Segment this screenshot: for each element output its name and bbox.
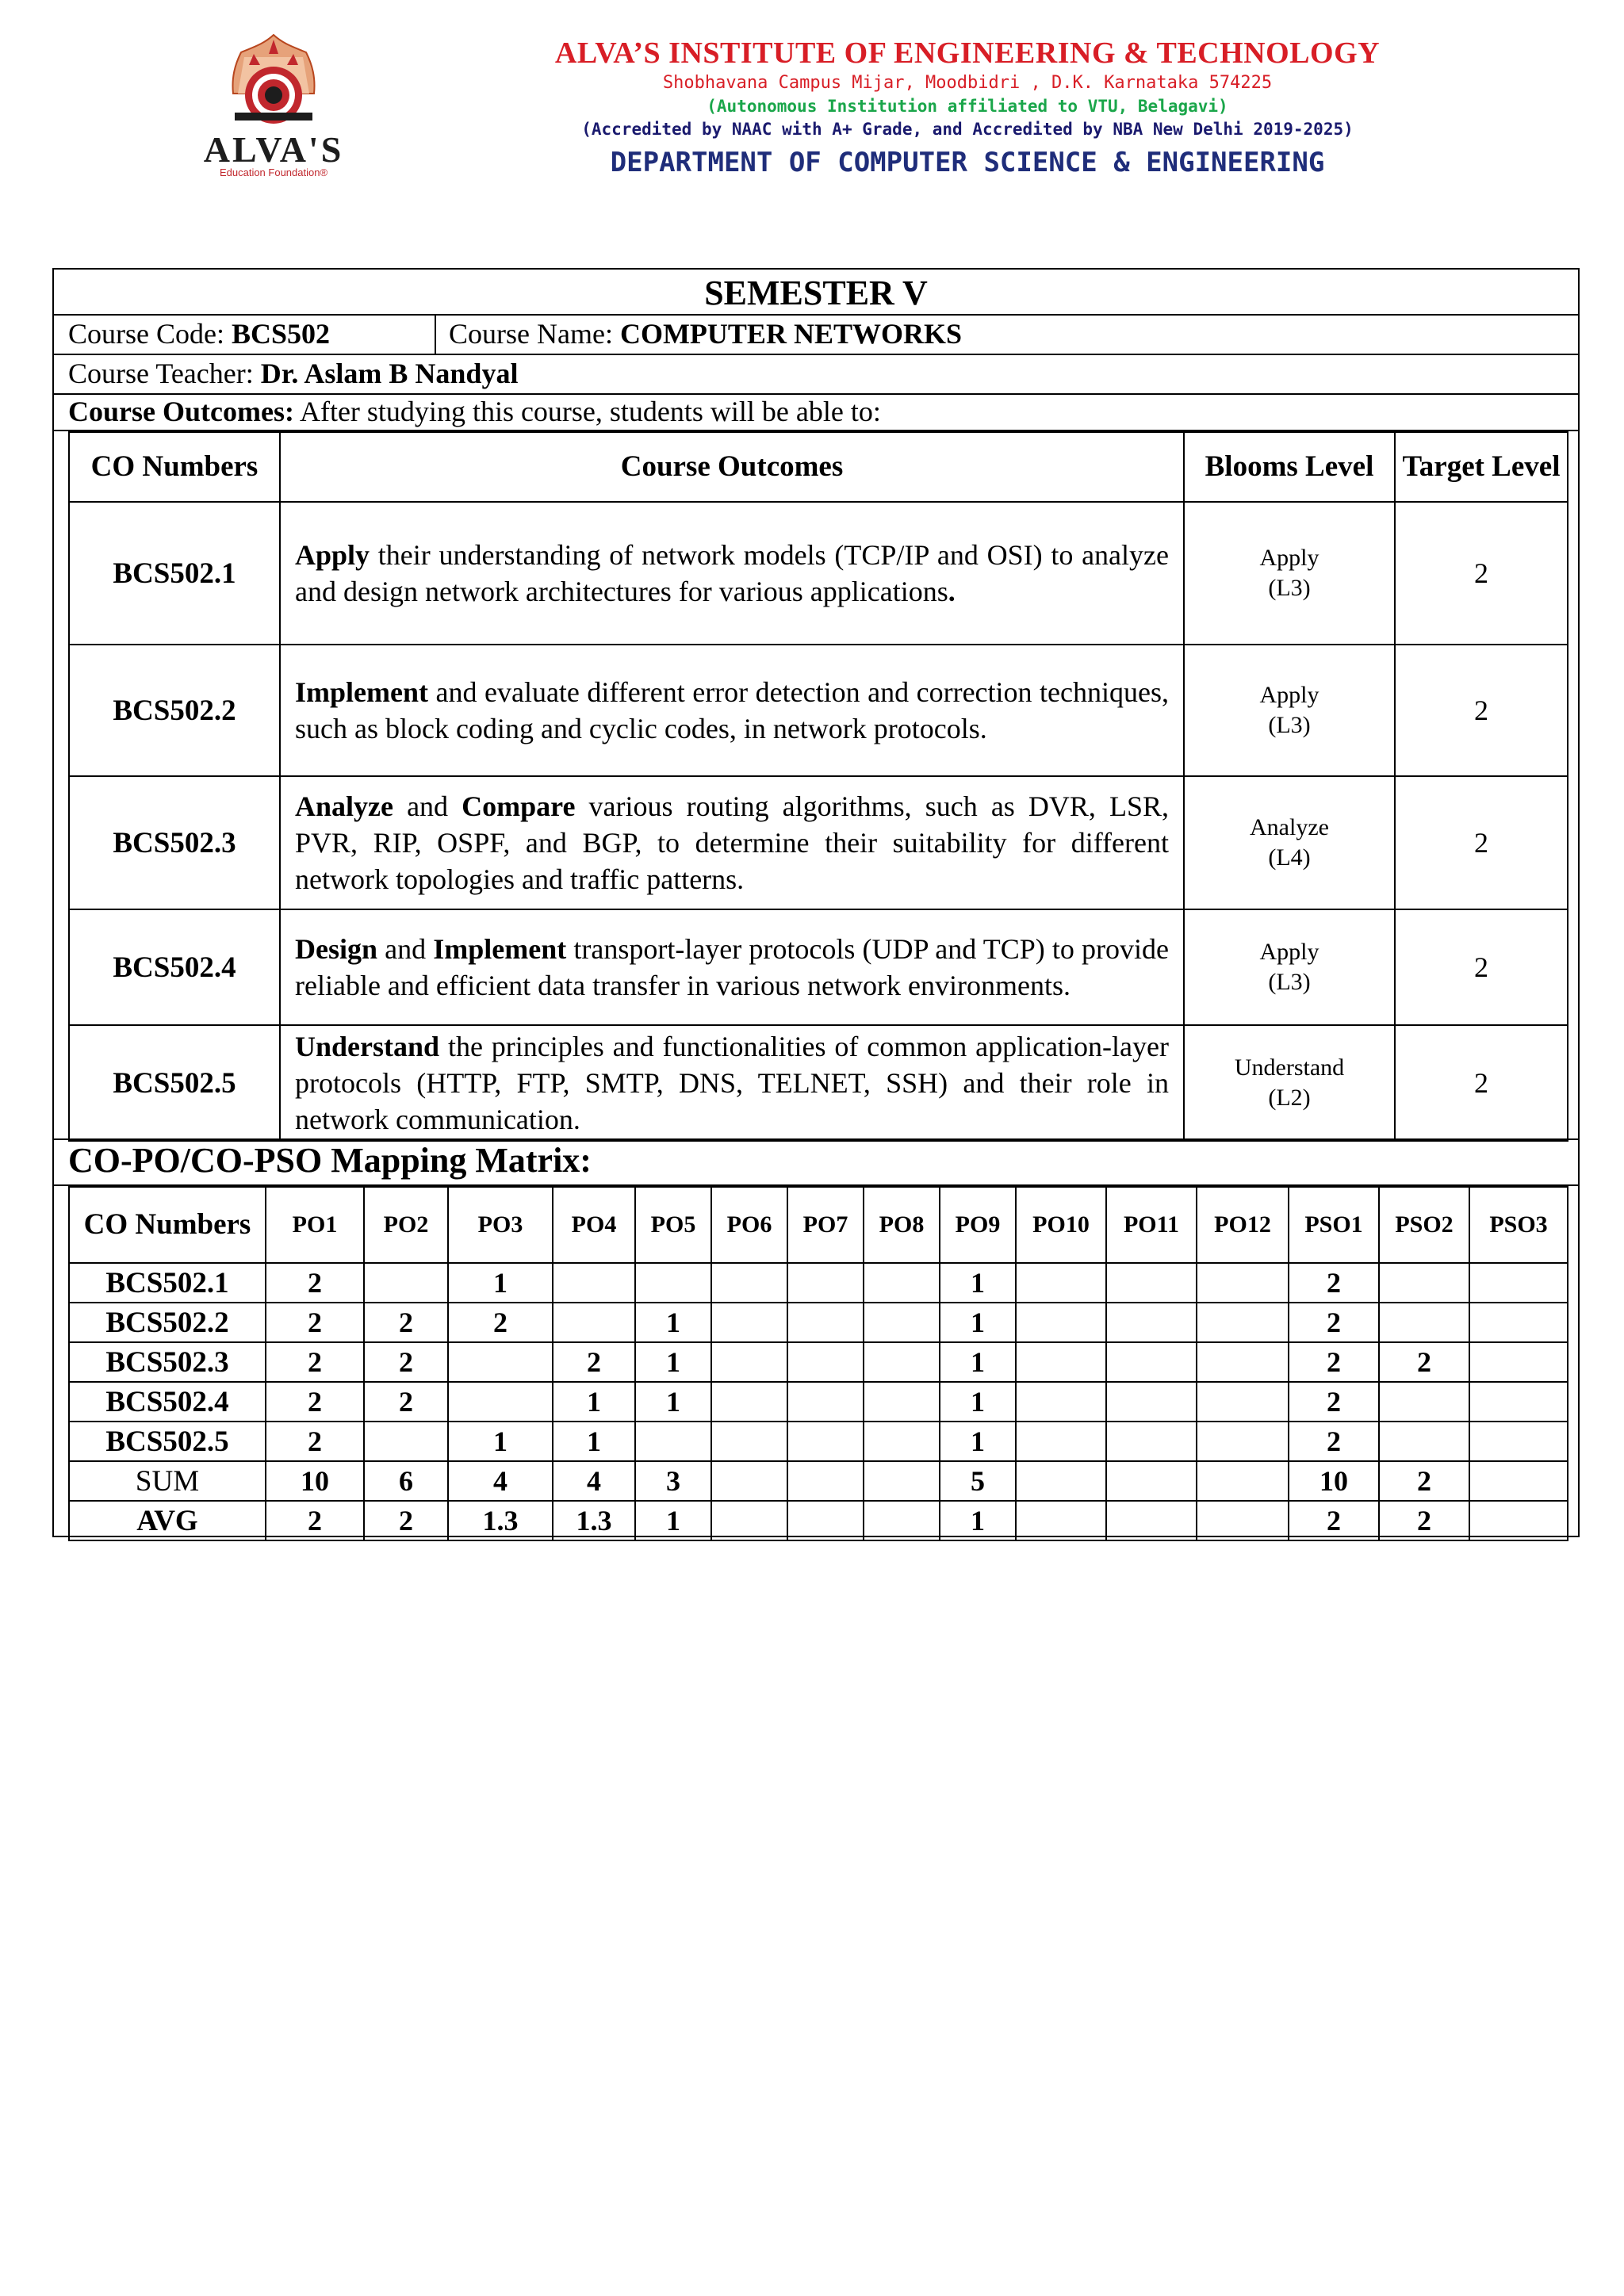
col-header-po2: PO2 bbox=[364, 1187, 448, 1263]
table-cell bbox=[448, 1342, 553, 1382]
blooms-level: Understand (L2) bbox=[1184, 1025, 1395, 1141]
table-cell bbox=[711, 1501, 787, 1540]
table-cell: 1 bbox=[940, 1303, 1016, 1342]
col-header-blooms-level: Blooms Level bbox=[1184, 432, 1395, 502]
co-number: BCS502.5 bbox=[69, 1025, 280, 1141]
table-cell bbox=[448, 1382, 553, 1422]
col-header-po3: PO3 bbox=[448, 1187, 553, 1263]
table-cell bbox=[364, 1422, 448, 1461]
table-cell bbox=[1016, 1263, 1106, 1303]
table-cell: 2 bbox=[1289, 1422, 1379, 1461]
table-cell: 4 bbox=[553, 1461, 635, 1501]
table-cell bbox=[1469, 1501, 1568, 1540]
co-number: BCS502.1 bbox=[69, 502, 280, 645]
table-cell bbox=[1379, 1382, 1469, 1422]
table-cell bbox=[1197, 1382, 1289, 1422]
table-cell: 1 bbox=[940, 1263, 1016, 1303]
target-level: 2 bbox=[1395, 502, 1568, 645]
col-header-po12: PO12 bbox=[1197, 1187, 1289, 1263]
table-cell: 2 bbox=[364, 1303, 448, 1342]
course-outcomes-table bbox=[68, 431, 1568, 1142]
col-header-course-outcomes: Course Outcomes bbox=[280, 432, 1184, 502]
table-cell bbox=[864, 1382, 940, 1422]
course-code-label: Course Code: bbox=[68, 318, 224, 350]
table-row bbox=[69, 1025, 1568, 1141]
letterhead bbox=[0, 0, 1624, 206]
table-cell bbox=[553, 1263, 635, 1303]
table-cell: 2 bbox=[266, 1382, 364, 1422]
col-header-pso2: PSO2 bbox=[1379, 1187, 1469, 1263]
course-name-label: Course Name: bbox=[449, 318, 613, 350]
target-level: 2 bbox=[1395, 909, 1568, 1025]
table-cell bbox=[1106, 1422, 1197, 1461]
blooms-level: Analyze (L4) bbox=[1184, 776, 1395, 909]
divider bbox=[54, 354, 1578, 355]
table-cell bbox=[1379, 1422, 1469, 1461]
target-level: 2 bbox=[1395, 776, 1568, 909]
row-label: BCS502.4 bbox=[69, 1382, 266, 1422]
table-row bbox=[69, 645, 1568, 776]
table-cell bbox=[711, 1303, 787, 1342]
table-cell bbox=[1469, 1382, 1568, 1422]
table-cell bbox=[1469, 1422, 1568, 1461]
table-cell bbox=[1016, 1342, 1106, 1382]
table-row bbox=[69, 776, 1568, 909]
col-header-pso1: PSO1 bbox=[1289, 1187, 1379, 1263]
course-outcomes-label: Course Outcomes: bbox=[68, 396, 294, 427]
table-cell bbox=[864, 1342, 940, 1382]
table-cell: 1 bbox=[635, 1342, 711, 1382]
col-header-po7: PO7 bbox=[787, 1187, 864, 1263]
table-cell: 2 bbox=[364, 1501, 448, 1540]
table-cell bbox=[1197, 1342, 1289, 1382]
table-cell: 4 bbox=[448, 1461, 553, 1501]
table-row bbox=[69, 502, 1568, 645]
table-cell bbox=[787, 1303, 864, 1342]
table-cell bbox=[1106, 1382, 1197, 1422]
table-cell: 2 bbox=[266, 1422, 364, 1461]
course-sheet bbox=[52, 268, 1580, 1537]
table-cell bbox=[711, 1422, 787, 1461]
blooms-level: Apply (L3) bbox=[1184, 645, 1395, 776]
table-cell bbox=[1469, 1461, 1568, 1501]
co-number: BCS502.4 bbox=[69, 909, 280, 1025]
table-cell bbox=[1379, 1263, 1469, 1303]
table-cell bbox=[1197, 1303, 1289, 1342]
blooms-level: Apply (L3) bbox=[1184, 909, 1395, 1025]
co-number: BCS502.3 bbox=[69, 776, 280, 909]
table-cell bbox=[1197, 1263, 1289, 1303]
col-header-po10: PO10 bbox=[1016, 1187, 1106, 1263]
table-cell bbox=[1106, 1501, 1197, 1540]
table-row bbox=[69, 1422, 1568, 1461]
department-name: DEPARTMENT OF COMPUTER SCIENCE & ENGINEERING bbox=[610, 147, 1325, 178]
table-cell bbox=[1379, 1303, 1469, 1342]
table-cell bbox=[1469, 1303, 1568, 1342]
table-cell: 1 bbox=[940, 1422, 1016, 1461]
divider bbox=[54, 314, 1578, 316]
co-po-mapping-table bbox=[68, 1186, 1568, 1541]
table-cell bbox=[1197, 1501, 1289, 1540]
row-label: SUM bbox=[69, 1461, 266, 1501]
co-description: Analyze and Compare various routing algorithms, such as DVR, LSR, PVR, RIP, OSPF, and BGP, to determine their suitability for different network topologies and traffic patterns. bbox=[280, 776, 1184, 909]
table-cell: 2 bbox=[266, 1303, 364, 1342]
course-teacher: Dr. Aslam B Nandyal bbox=[260, 358, 519, 389]
institute-autonomous: (Autonomous Institution affiliated to VTU, Belagavi) bbox=[707, 97, 1228, 116]
table-cell bbox=[635, 1263, 711, 1303]
course-teacher-label: Course Teacher: bbox=[68, 358, 254, 389]
col-header-po6: PO6 bbox=[711, 1187, 787, 1263]
table-cell bbox=[1197, 1461, 1289, 1501]
table-cell: 2 bbox=[364, 1382, 448, 1422]
table-row bbox=[69, 909, 1568, 1025]
table-cell bbox=[1469, 1342, 1568, 1382]
table-cell: 2 bbox=[553, 1342, 635, 1382]
course-teacher-row bbox=[68, 357, 518, 390]
table-cell: 6 bbox=[364, 1461, 448, 1501]
table-cell bbox=[1016, 1382, 1106, 1422]
course-code-row bbox=[68, 317, 330, 350]
table-row bbox=[69, 1303, 1568, 1342]
co-description: Apply their understanding of network models (TCP/IP and OSI) to analyze and design network architectures for various applications. bbox=[280, 502, 1184, 645]
logo-wordmark: ALVA'S bbox=[203, 129, 344, 170]
table-cell: 1 bbox=[940, 1501, 1016, 1540]
alvas-logo bbox=[190, 30, 357, 181]
table-cell: 2 bbox=[1379, 1501, 1469, 1540]
col-header-po9: PO9 bbox=[940, 1187, 1016, 1263]
table-cell: 2 bbox=[266, 1342, 364, 1382]
table-cell bbox=[1016, 1461, 1106, 1501]
table-cell bbox=[1469, 1263, 1568, 1303]
table-cell: 1 bbox=[635, 1303, 711, 1342]
course-outcomes-text: After studying this course, students will be able to: bbox=[299, 396, 881, 427]
table-cell: 2 bbox=[266, 1263, 364, 1303]
course-name: COMPUTER NETWORKS bbox=[619, 318, 962, 350]
table-cell: 1 bbox=[940, 1342, 1016, 1382]
table-row bbox=[69, 1501, 1568, 1540]
col-header-po8: PO8 bbox=[864, 1187, 940, 1263]
table-cell: 1 bbox=[448, 1263, 553, 1303]
semester-title: SEMESTER V bbox=[704, 274, 928, 312]
blooms-level: Apply (L3) bbox=[1184, 502, 1395, 645]
table-cell: 2 bbox=[1289, 1263, 1379, 1303]
table-cell: 2 bbox=[1289, 1501, 1379, 1540]
row-label: BCS502.1 bbox=[69, 1263, 266, 1303]
table-cell bbox=[1106, 1303, 1197, 1342]
row-label: BCS502.2 bbox=[69, 1303, 266, 1342]
institute-info bbox=[412, 35, 1522, 181]
table-cell: 2 bbox=[364, 1342, 448, 1382]
institute-name: ALVA’S INSTITUTE OF ENGINEERING & TECHNOLOGY bbox=[554, 36, 1381, 70]
table-cell: 2 bbox=[1379, 1461, 1469, 1501]
table-cell: 1 bbox=[635, 1382, 711, 1422]
table-cell bbox=[864, 1263, 940, 1303]
logo-subtext: Education Foundation® bbox=[219, 166, 328, 178]
table-cell bbox=[787, 1501, 864, 1540]
table-cell: 1 bbox=[448, 1422, 553, 1461]
table-cell: 2 bbox=[1289, 1382, 1379, 1422]
course-outcomes-intro bbox=[68, 395, 881, 428]
col-header-po4: PO4 bbox=[553, 1187, 635, 1263]
col-header-pso3: PSO3 bbox=[1469, 1187, 1568, 1263]
table-cell: 2 bbox=[448, 1303, 553, 1342]
table-cell bbox=[787, 1422, 864, 1461]
table-cell bbox=[1197, 1422, 1289, 1461]
col-header-po11: PO11 bbox=[1106, 1187, 1197, 1263]
col-header-co-numbers: CO Numbers bbox=[69, 1187, 266, 1263]
table-cell bbox=[635, 1422, 711, 1461]
table-cell bbox=[711, 1382, 787, 1422]
table-row bbox=[69, 1263, 1568, 1303]
institute-address: Shobhavana Campus Mijar, Moodbidri , D.K. Karnataka 574225 bbox=[662, 73, 1273, 93]
col-header-po5: PO5 bbox=[635, 1187, 711, 1263]
col-header-co-numbers: CO Numbers bbox=[69, 432, 280, 502]
course-name-row bbox=[449, 317, 962, 350]
mapping-matrix-title: CO-PO/CO-PSO Mapping Matrix: bbox=[68, 1141, 592, 1180]
table-cell bbox=[711, 1342, 787, 1382]
table-cell bbox=[553, 1303, 635, 1342]
co-description: Design and Implement transport-layer protocols (UDP and TCP) to provide reliable and efficient data transfer in various network environments. bbox=[280, 909, 1184, 1025]
co-number: BCS502.2 bbox=[69, 645, 280, 776]
table-cell bbox=[364, 1263, 448, 1303]
table-cell bbox=[864, 1303, 940, 1342]
table-cell bbox=[864, 1461, 940, 1501]
table-cell bbox=[1016, 1501, 1106, 1540]
table-cell: 1 bbox=[635, 1501, 711, 1540]
alvas-emblem-icon bbox=[190, 30, 357, 133]
row-label: BCS502.5 bbox=[69, 1422, 266, 1461]
table-cell bbox=[1106, 1461, 1197, 1501]
table-cell: 2 bbox=[1379, 1342, 1469, 1382]
table-cell: 1 bbox=[940, 1382, 1016, 1422]
co-description: Understand the principles and functionalities of common application-layer protocols (HTTP, FTP, SMTP, DNS, TELNET, SSH) and their role in network communication. bbox=[280, 1025, 1184, 1141]
table-cell: 1 bbox=[553, 1382, 635, 1422]
table-cell bbox=[711, 1263, 787, 1303]
table-cell: 2 bbox=[1289, 1342, 1379, 1382]
table-cell bbox=[864, 1501, 940, 1540]
table-cell: 10 bbox=[1289, 1461, 1379, 1501]
col-header-target-level: Target Level bbox=[1395, 432, 1568, 502]
table-cell: 2 bbox=[266, 1501, 364, 1540]
table-cell: 2 bbox=[1289, 1303, 1379, 1342]
table-cell bbox=[787, 1382, 864, 1422]
course-code: BCS502 bbox=[231, 318, 331, 350]
institute-accreditation: (Accredited by NAAC with A+ Grade, and Accredited by NBA New Delhi 2019-2025) bbox=[581, 120, 1354, 139]
col-header-po1: PO1 bbox=[266, 1187, 364, 1263]
target-level: 2 bbox=[1395, 645, 1568, 776]
table-cell bbox=[711, 1461, 787, 1501]
row-label: BCS502.3 bbox=[69, 1342, 266, 1382]
table-cell: 1.3 bbox=[553, 1501, 635, 1540]
target-level: 2 bbox=[1395, 1025, 1568, 1141]
table-cell bbox=[787, 1342, 864, 1382]
table-cell bbox=[787, 1263, 864, 1303]
divider bbox=[435, 314, 436, 354]
table-cell: 10 bbox=[266, 1461, 364, 1501]
co-description: Implement and evaluate different error detection and correction techniques, such as block coding and cyclic codes, in network protocols. bbox=[280, 645, 1184, 776]
table-cell bbox=[864, 1422, 940, 1461]
table-cell: 5 bbox=[940, 1461, 1016, 1501]
table-cell bbox=[787, 1461, 864, 1501]
table-row bbox=[69, 1342, 1568, 1382]
table-row bbox=[69, 1382, 1568, 1422]
table-cell bbox=[1016, 1422, 1106, 1461]
table-cell bbox=[1016, 1303, 1106, 1342]
table-cell: 3 bbox=[635, 1461, 711, 1501]
row-label: AVG bbox=[69, 1501, 266, 1540]
table-cell bbox=[1106, 1342, 1197, 1382]
table-row bbox=[69, 1461, 1568, 1501]
table-cell bbox=[1106, 1263, 1197, 1303]
table-cell: 1.3 bbox=[448, 1501, 553, 1540]
table-cell: 1 bbox=[553, 1422, 635, 1461]
